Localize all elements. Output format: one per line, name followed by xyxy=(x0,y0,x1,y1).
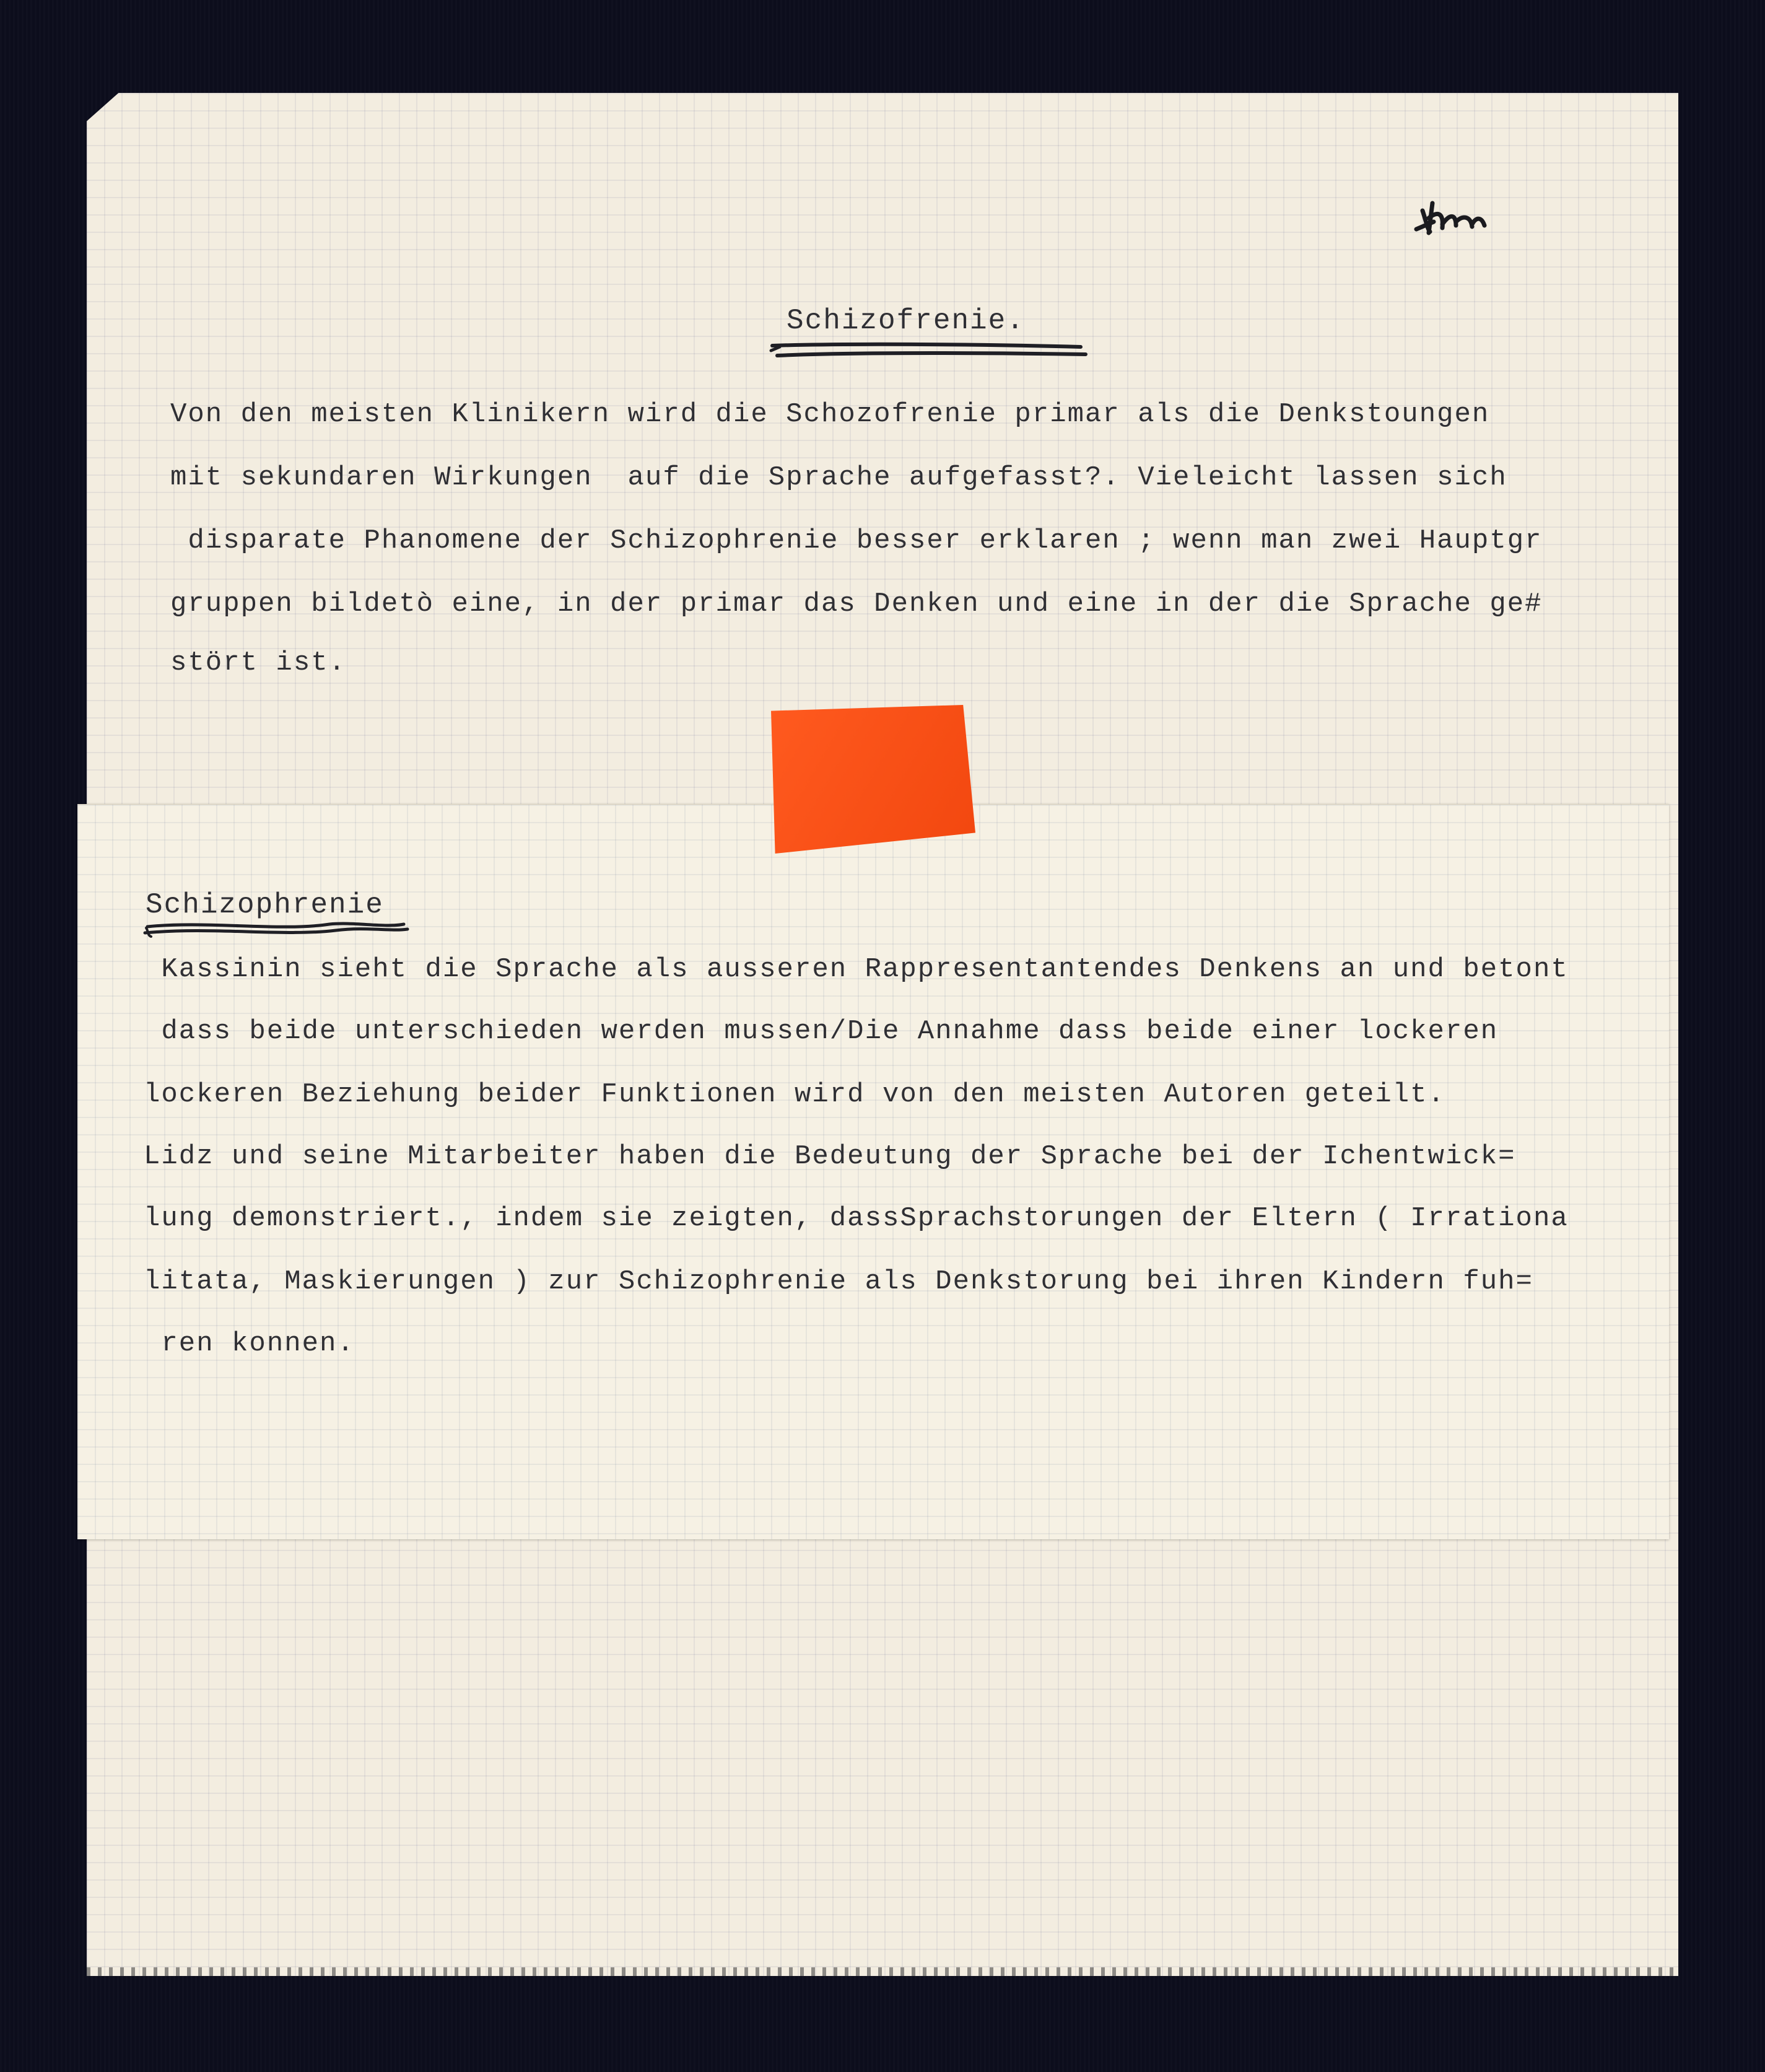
lower-note-title: Schizophrenie xyxy=(146,889,384,921)
upper-note-line-1: Von den meisten Klinikern wird die Schozofrenie primar als die Denkstoungen xyxy=(170,399,1490,430)
lower-note-line-4: Lidz und seine Mitarbeiter haben die Bedeutung der Sprache bei der Ichentwick= xyxy=(144,1141,1516,1172)
upper-note-line-5: stört ist. xyxy=(170,647,347,678)
lower-note-line-2: dass beide unterschieden werden mussen/Die Annahme dass beide einer lockeren xyxy=(144,1016,1499,1047)
upper-note-line-4: gruppen bildetò eine, in der primar das Denken und eine in der die Sprache ge# xyxy=(170,588,1543,619)
upper-title-underline xyxy=(771,339,1087,364)
upper-note-line-2: mit sekundaren Wirkungen auf die Sprache aufgefasst?. Vieleicht lassen sich xyxy=(170,462,1507,493)
lower-note-line-7: ren konnen. xyxy=(144,1328,355,1359)
red-index-tab xyxy=(771,705,975,854)
upper-note-line-3: disparate Phanomene der Schizophrenie besser erklaren ; wenn man zwei Hauptgr xyxy=(170,525,1543,556)
lower-note-line-6: litata, Maskierungen ) zur Schizophrenie als Denkstorung bei ihren Kindern fuh= xyxy=(144,1266,1533,1297)
lower-note-line-3: lockeren Beziehung beider Funktionen wird von den meisten Autoren geteilt. xyxy=(144,1079,1445,1110)
lower-note-line-5: lung demonstriert., indem sie zeigten, dassSprachstorungen der Eltern ( Irrationa xyxy=(144,1203,1569,1234)
lower-note-line-1: Kassinin sieht die Sprache als ausseren Rappresentantendes Denkens an und betont xyxy=(144,954,1569,985)
lower-title-underline xyxy=(144,918,410,940)
upper-note-title: Schizofrenie. xyxy=(787,305,1025,337)
handwritten-initials-icon xyxy=(1415,197,1486,234)
